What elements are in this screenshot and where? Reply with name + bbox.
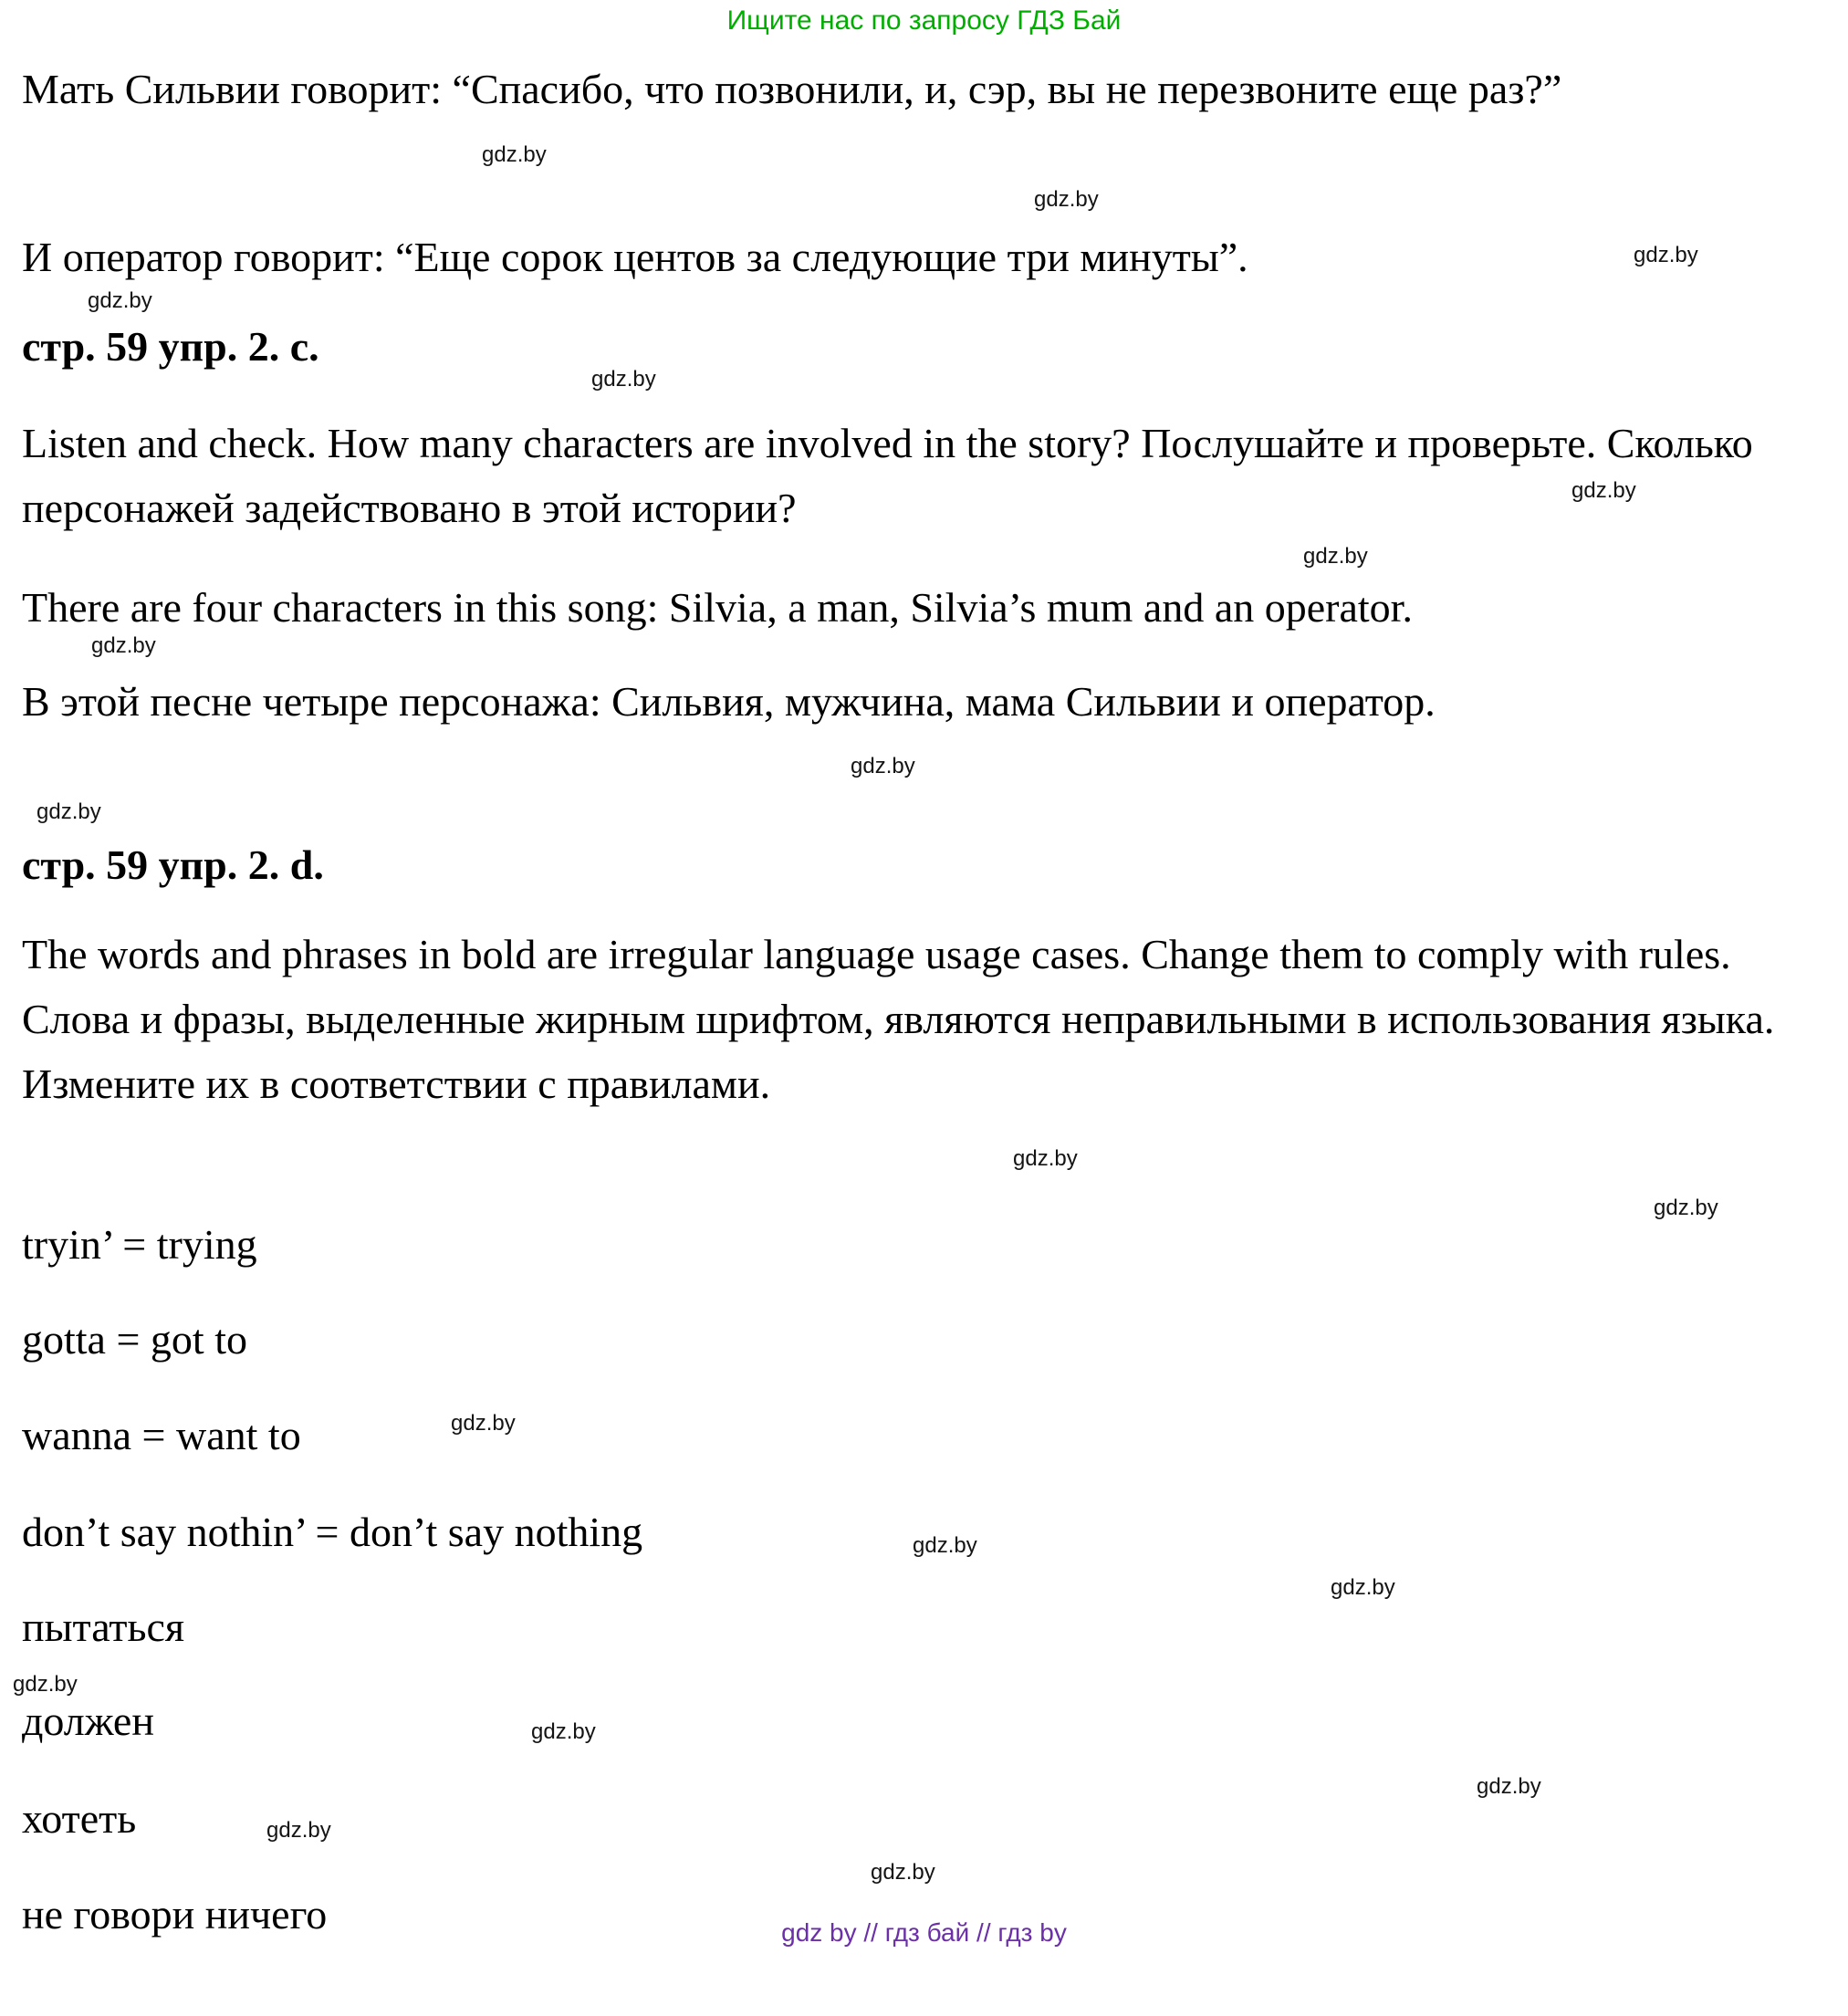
answer-line-gotta: gotta = got to	[22, 1316, 247, 1363]
answer-line-wanna: wanna = want to	[22, 1412, 301, 1458]
exercise-heading-2c: стр. 59 упр. 2. с.	[22, 323, 319, 370]
watermark-gdz: gdz.by	[591, 367, 656, 392]
watermark-gdz: gdz.by	[1303, 544, 1368, 569]
answer-paragraph-operator: И оператор говорит: “Еще сорок центов за следующие три минуты”.	[22, 234, 1248, 280]
task-text-2d: The words and phrases in bold are irregular language usage cases. Change them to comply with rules. Слова и фразы, выделенные жирным шрифтом, являются неправильными в использования языка. Измените их в соответствии с правилами.	[22, 931, 1775, 1107]
exercise-heading-2d: стр. 59 упр. 2. d.	[22, 841, 324, 888]
answer-line-tryin: tryin’ = trying	[22, 1221, 257, 1268]
answer-line-nothin: don’t say nothin’ = don’t say nothing	[22, 1509, 643, 1555]
watermark-gdz: gdz.by	[871, 1860, 935, 1885]
task-text-2c: Listen and check. How many characters are involved in the story? Послушайте и проверьте. Сколько персонажей задействовано в этой истории?	[22, 420, 1753, 531]
watermark-gdz: gdz.by	[1654, 1196, 1718, 1220]
watermark-gdz: gdz.by	[1477, 1774, 1541, 1799]
answer-2c-english: There are four characters in this song: Silvia, a man, Silvia’s mum and an operator.	[22, 584, 1413, 631]
watermark-gdz: gdz.by	[1013, 1146, 1078, 1171]
translation-line-must: должен	[22, 1697, 154, 1744]
watermark-gdz: gdz.by	[91, 633, 156, 658]
answer-2c-russian: В этой песне четыре персонажа: Сильвия, мужчина, мама Сильвии и оператор.	[22, 678, 1436, 725]
watermark-gdz: gdz.by	[531, 1719, 596, 1744]
watermark-gdz: gdz.by	[1634, 243, 1698, 267]
watermark-gdz: gdz.by	[851, 754, 915, 778]
translation-line-saynothing: не говори ничего	[22, 1891, 328, 1938]
watermark-gdz: gdz.by	[37, 799, 101, 824]
promo-header: Ищите нас по запросу ГДЗ Бай	[726, 5, 1122, 36]
watermark-gdz: gdz.by	[266, 1818, 331, 1843]
watermark-gdz: gdz.by	[88, 288, 152, 313]
watermark-gdz: gdz.by	[1331, 1575, 1395, 1600]
translation-line-want: хотеть	[22, 1795, 137, 1842]
watermark-gdz: gdz.by	[913, 1533, 977, 1558]
watermark-gdz: gdz.by	[1571, 478, 1636, 503]
watermark-gdz: gdz.by	[451, 1411, 516, 1436]
watermark-gdz: gdz.by	[482, 142, 547, 167]
watermark-gdz: gdz.by	[1034, 187, 1099, 212]
footer-text: gdz by // гдз бай // гдз by	[781, 1918, 1067, 1947]
watermark-gdz: gdz.by	[13, 1672, 78, 1697]
translation-line-try: пытаться	[22, 1603, 185, 1650]
answer-paragraph-mum: Мать Сильвии говорит: “Спасибо, что позвонили, и, сэр, вы не перезвоните еще раз?”	[22, 66, 1562, 112]
